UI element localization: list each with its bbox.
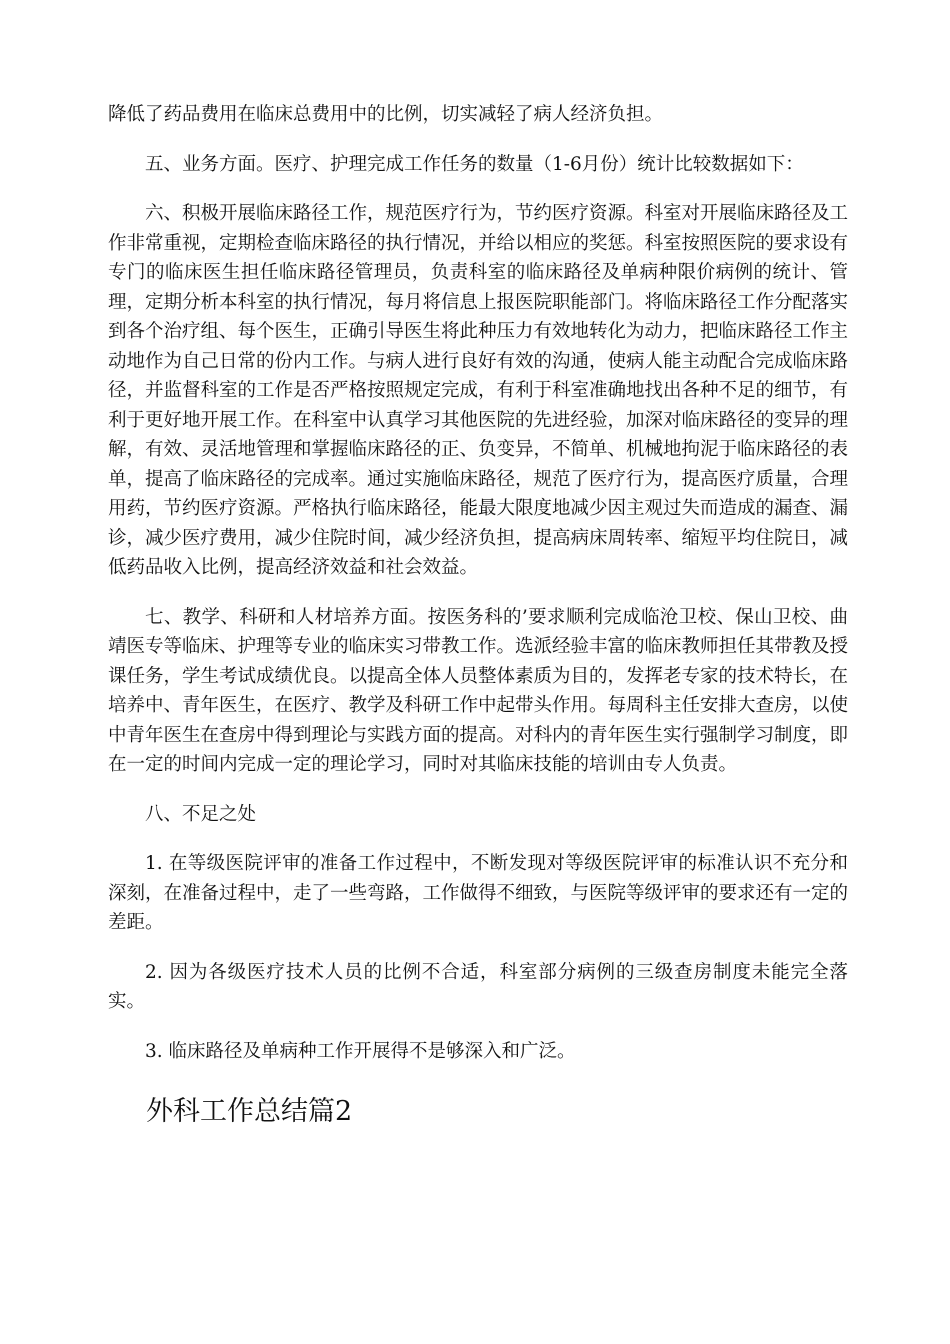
paragraph-shortcomings-title: 八、不足之处 <box>145 803 257 825</box>
section-heading: 外科工作总结篇2 <box>146 1096 353 1127</box>
paragraph-business: 五、业务方面。医疗、护理完成工作任务的数量（1-6月份）统计比较数据如下： <box>145 153 804 175</box>
paragraph-teaching-research: 七、教学、科研和人材培养方面。按医务科的’要求顺利完成临沧卫校、保山卫校、曲靖医专等临床、护理等专业的临床实习带教工作。选派经验丰富的临床教师担任其带教及授课任务，学生考试成绩优良。以提高全体人员整体素质为目的，发挥老专家的技术特长，在培养中、青年医生，在医疗、教学及科研工作中起带头作用。每周科主任安排大查房，以使中青年医生在查房中得到理论与实践方面的提高。对科内的青年医生实行强制学习制度，即在一定的时间内完成一定的理论学习，同时对其临床技能的培训由专人负责。 <box>108 606 849 775</box>
paragraph-shortcoming-3: 3. 临床路径及单病种工作开展得不是够深入和广泛。 <box>145 1040 576 1062</box>
paragraph-shortcoming-2: 2. 因为各级医疗技术人员的比例不合适，科室部分病例的三级查房制度未能完全落实。 <box>108 961 848 1012</box>
document-page <box>108 100 848 1132</box>
paragraph-shortcoming-1: 1. 在等级医院评审的准备工作过程中，不断发现对等级医院评审的标准认识不充分和深刻，在准备过程中，走了一些弯路，工作做得不细致，与医院等级评审的要求还有一定的差距。 <box>108 853 849 933</box>
paragraph-clinical-pathway: 六、积极开展临床路径工作，规范医疗行为，节约医疗资源。科室对开展临床路径及工作非常重视，定期检查临床路径的执行情况，并给以相应的奖惩。科室按照医院的要求设有专门的临床医生担任临床路径管理员，负责科室的临床路径及单病种限价病例的统计、管理，定期分析本科室的执行情况，每月将信息上报医院职能部门。将临床路径工作分配落实到各个治疗组、每个医生，正确引导医生将此种压力有效地转化为动力，把临床路径工作主动地作为自己日常的份内工作。与病人进行良好有效的沟通，使病人能主动配合完成临床路径，并监督科室的工作是否严格按照规定完成，有利于科室准确地找出各种不足的细节，有利于更好地开展工作。在科室中认真学习其他医院的先进经验，加深对临床路径的变异的理解，有效、灵活地管理和掌握临床路径的正、负变异，不简单、机械地拘泥于临床路径的表单，提高了临床路径的完成率。通过实施临床路径，规范了医疗行为，提高医疗质量，合理用药，节约医疗资源。严格执行临床路径，能最大限度地减少因主观过失而造成的漏查、漏诊，减少医疗费用，减少住院时间，减少经济负担，提高病床周转率、缩短平均住院日，减低药品收入比例，提高经济效益和社会效益。 <box>108 203 849 578</box>
paragraph-drug-cost: 降低了药品费用在临床总费用中的比例，切实减轻了病人经济负担。 <box>108 104 664 125</box>
